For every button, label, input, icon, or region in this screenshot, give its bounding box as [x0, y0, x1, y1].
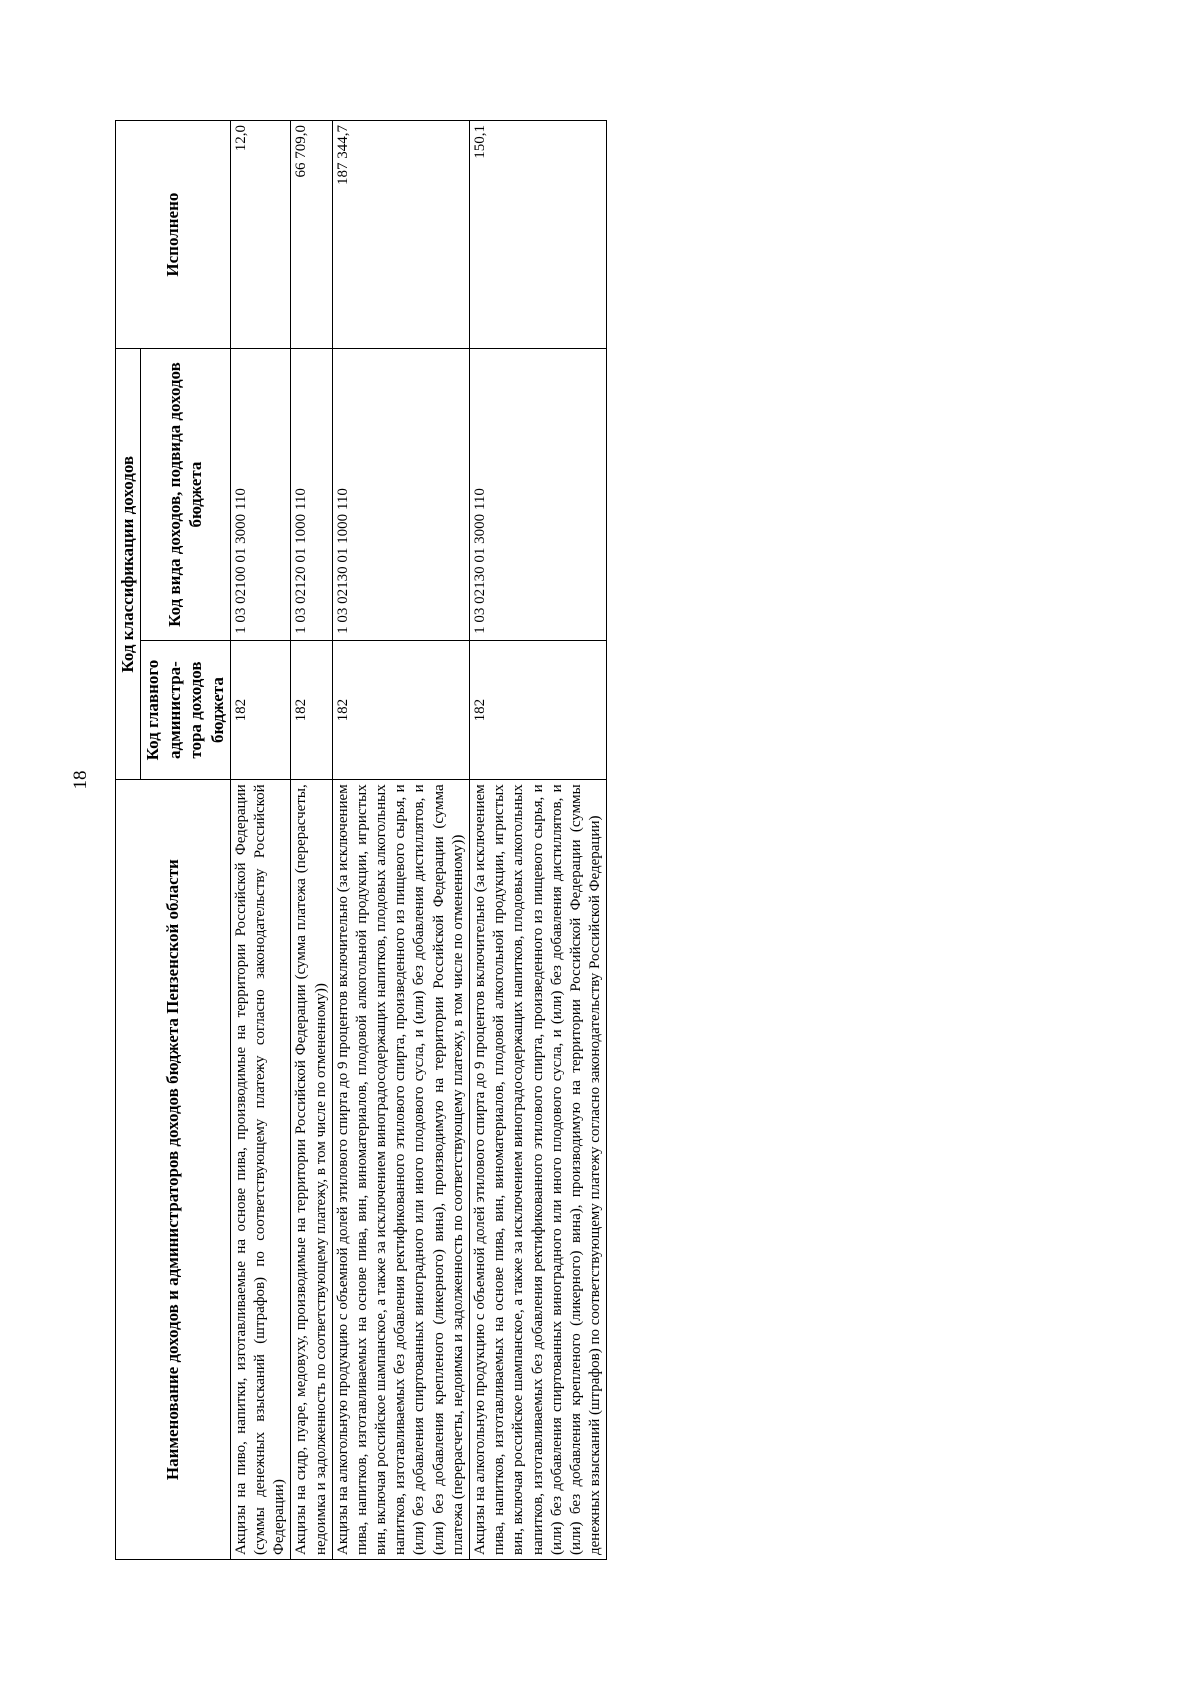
row-name: Акцизы на алкогольную продукцию с объемной долей этилового спирта до 9 процентов включительно (за исключением пива, напитков, изготавливаемых на основе пива, вин, виноматериалов, плодовой алкогольной продукции, игристых вин, включая российское шампанское, а также за исключением виноградосодержащих напитков, плодовых алкогольных напитков, изготавливаемых без добавления ректификованного этилового спирта, произведенного из пищевого сырья, и (или) без добавления спиртованных виноградного или иного плодового сусла, и (или) без добавления дистиллятов, и (или) без добавления крепленого (ликерного) вина), производимую на территории Российской Федерации (сумма платежа (перерасчеты, недоимка и задолженность по соответствующему платежу, в том числе по отмененному))	[332, 780, 469, 1560]
row-executed: 187 344,7	[332, 121, 469, 349]
header-classification: Код классификации доходов	[116, 349, 141, 780]
row-name: Акцизы на алкогольную продукцию с объемной долей этилового спирта до 9 процентов включительно (за исключением пива, напитков, изготавливаемых на основе пива, вин, виноматериалов, плодовой алкогольной продукции, игристых вин, включая российское шампанское, а также за исключением виноградосодержащих напитков, плодовых алкогольных напитков, изготавливаемых без добавления ректификованного этилового спирта, произведенного из пищевого сырья, и (или) без добавления спиртованных виноградного или иного плодового сусла, и (или) без добавления дистиллятов, и (или) без добавления крепленого (ликерного) вина), производимую на территории Российской Федерации (суммы денежных взысканий (штрафов) по соответствующему платежу согласно законодательству Российской Федерации)	[470, 780, 607, 1560]
table-row	[470, 121, 607, 1560]
row-income-code: 1 03 02100 01 3000 110	[230, 349, 291, 641]
table-row	[230, 121, 291, 1560]
row-income-code: 1 03 02130 01 1000 110	[332, 349, 469, 641]
table-row	[291, 121, 332, 1560]
row-admin-code: 182	[470, 640, 607, 779]
row-admin-code: 182	[291, 640, 332, 779]
row-admin-code: 182	[230, 640, 291, 779]
row-executed: 66 709,0	[291, 121, 332, 349]
row-executed: 12,0	[230, 121, 291, 349]
row-name: Акцизы на сидр, пуаре, медовуху, производимые на территории Российской Федерации (сумма платежа (перерасчеты, недоимка и задолженность по соответствующему платежу, в том числе по отмененному))	[291, 780, 332, 1560]
page-number: 18	[70, 770, 91, 790]
header-executed: Исполнено	[116, 121, 231, 349]
header-admin-code: Код главного администра-тора доходов бюджета	[140, 640, 230, 779]
header-income-code: Код вида доходов, подвида доходов бюджета	[140, 349, 230, 641]
income-table	[115, 120, 607, 1560]
row-executed: 150,1	[470, 121, 607, 349]
row-admin-code: 182	[332, 640, 469, 779]
table-row	[332, 121, 469, 1560]
row-income-code: 1 03 02120 01 1000 110	[291, 349, 332, 641]
row-name: Акцизы на пиво, напитки, изготавливаемые на основе пива, производимые на территории Российской Федерации (суммы денежных взысканий (штрафов) по соответствующему платежу согласно законодательству Российской Федерации)	[230, 780, 291, 1560]
header-row-1	[116, 121, 141, 1560]
header-name: Наименование доходов и администраторов доходов бюджета Пензенской области	[116, 780, 231, 1560]
row-income-code: 1 03 02130 01 3000 110	[470, 349, 607, 641]
